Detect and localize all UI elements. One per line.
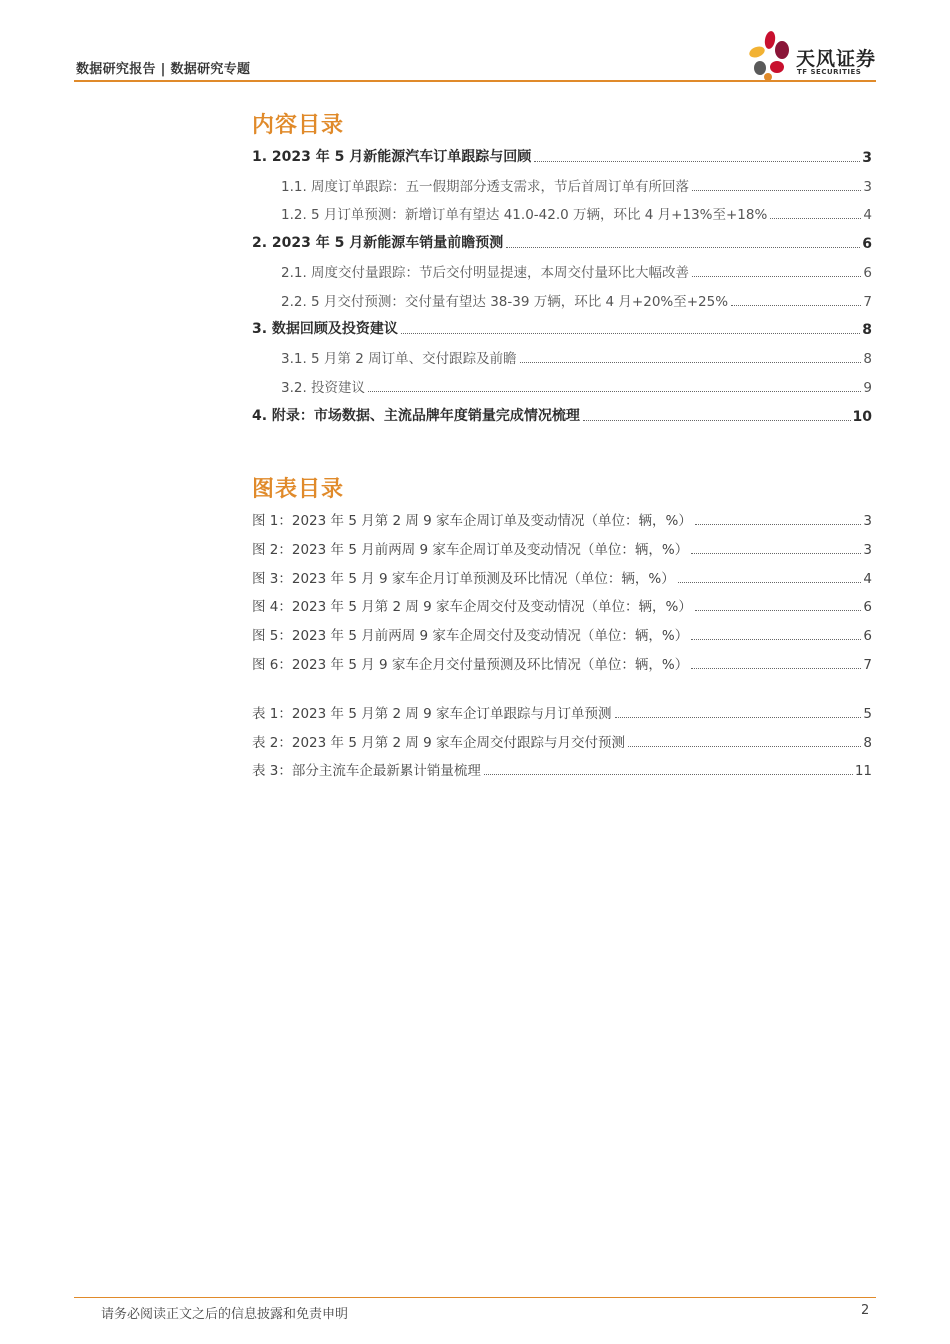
toc-leader <box>770 218 861 219</box>
table-page: 11 <box>854 763 872 779</box>
figure-entry-text: 图 2：2023 年 5 月前两周 9 家车企周订单及变动情况（单位：辆，%） <box>252 542 689 558</box>
table-entry-text: 表 2：2023 年 5 月第 2 周 9 家车企周交付跟踪与月交付预测 <box>252 735 626 751</box>
figure-page: 7 <box>863 657 872 673</box>
toc-leader <box>678 582 862 583</box>
toc-page: 8 <box>863 351 872 367</box>
toc-entry[interactable] <box>281 347 872 367</box>
table-entry-text: 表 1：2023 年 5 月第 2 周 9 家车企订单跟踪与月订单预测 <box>252 706 612 722</box>
figure-entry[interactable] <box>252 653 872 673</box>
toc-leader <box>691 639 861 640</box>
toc-entry-text: 1.1. 周度订单跟踪：五一假期部分透支需求，节后首周订单有所回落 <box>281 179 690 195</box>
toc-leader <box>534 161 860 162</box>
figure-page: 6 <box>863 599 872 615</box>
table-entry[interactable] <box>252 731 872 751</box>
figure-entry-text: 图 5：2023 年 5 月前两周 9 家车企周交付及变动情况（单位：辆，%） <box>252 628 689 644</box>
footer-divider <box>74 1297 876 1298</box>
toc-entry[interactable] <box>252 405 872 425</box>
figure-page: 3 <box>863 513 872 529</box>
toc-leader <box>484 774 853 775</box>
toc-entry[interactable] <box>252 318 872 338</box>
table-page: 8 <box>863 735 872 751</box>
toc-leader <box>695 524 862 525</box>
toc-leader <box>506 247 860 248</box>
table-page: 5 <box>863 706 872 722</box>
toc-page: 9 <box>863 380 872 396</box>
toc-entry-text: 4. 附录：市场数据、主流品牌年度销量完成情况梳理 <box>252 408 580 424</box>
figure-entry-text: 图 1：2023 年 5 月第 2 周 9 家车企周订单及变动情况（单位：辆，%） <box>252 513 692 529</box>
toc-entry-text: 2.2. 5 月交付预测：交付量有望达 38-39 万辆，环比 4 月+20%至+25% <box>281 294 729 310</box>
toc-entry[interactable] <box>281 175 872 195</box>
toc-page: 3 <box>862 150 872 166</box>
toc-leader <box>692 190 861 191</box>
figure-entry[interactable] <box>252 538 872 558</box>
toc-entry-text: 2. 2023 年 5 月新能源车销量前瞻预测 <box>252 235 504 251</box>
logo-subtitle: TF SECURITIES <box>797 68 862 76</box>
figure-entry-text: 图 6：2023 年 5 月 9 家车企月交付量预测及环比情况（单位：辆，%） <box>252 657 689 673</box>
toc-entry[interactable] <box>281 261 872 281</box>
toc-entry[interactable] <box>281 376 872 396</box>
footer-disclaimer: 请务必阅读正文之后的信息披露和免责申明 <box>101 1307 349 1322</box>
figure-entry[interactable] <box>252 567 872 587</box>
toc-leader <box>401 333 860 334</box>
figure-entry[interactable] <box>252 624 872 644</box>
page-number: 2 <box>861 1303 870 1318</box>
toc-leader <box>368 391 861 392</box>
toc-page: 7 <box>863 294 872 310</box>
logo-flower-icon <box>748 30 794 82</box>
table-entry-text: 表 3：部分主流车企最新累计销量梳理 <box>252 763 481 779</box>
toc-page: 4 <box>863 207 872 223</box>
toc-title: 内容目录 <box>252 113 345 138</box>
toc-entry[interactable] <box>252 232 872 252</box>
toc-leader <box>583 420 851 421</box>
toc-page: 6 <box>863 265 872 281</box>
toc-entry[interactable] <box>281 290 872 310</box>
figure-entry-text: 图 4：2023 年 5 月第 2 周 9 家车企周交付及变动情况（单位：辆，%） <box>252 599 692 615</box>
table-entry[interactable] <box>252 759 872 779</box>
toc-leader <box>731 305 861 306</box>
toc-page: 6 <box>862 236 872 252</box>
header-title: 数据研究报告 | 数据研究专题 <box>76 62 251 77</box>
toc-entry[interactable] <box>281 203 872 223</box>
toc-page: 3 <box>863 179 872 195</box>
toc-page: 8 <box>862 322 872 338</box>
toc-leader <box>628 746 861 747</box>
figure-entry-text: 图 3：2023 年 5 月 9 家车企月订单预测及环比情况（单位：辆，%） <box>252 571 675 587</box>
toc-leader <box>691 553 861 554</box>
table-entry[interactable] <box>252 702 872 722</box>
toc-leader <box>692 276 861 277</box>
figure-page: 4 <box>863 571 872 587</box>
figure-entry[interactable] <box>252 595 872 615</box>
toc-entry[interactable] <box>252 146 872 166</box>
figure-page: 3 <box>863 542 872 558</box>
toc-leader <box>520 362 862 363</box>
toc-entry-text: 3.1. 5 月第 2 周订单、交付跟踪及前瞻 <box>281 351 517 367</box>
toc-entry-text: 3.2. 投资建议 <box>281 380 366 396</box>
figures-title: 图表目录 <box>252 477 345 502</box>
toc-leader <box>691 668 861 669</box>
toc-entry-text: 1.2. 5 月订单预测：新增订单有望达 41.0-42.0 万辆，环比 4 月+13%至+18% <box>281 207 768 223</box>
figure-page: 6 <box>863 628 872 644</box>
toc-page: 10 <box>852 409 872 425</box>
company-logo <box>748 30 878 80</box>
logo-name: 天风证券 <box>796 48 877 70</box>
toc-entry-text: 3. 数据回顾及投资建议 <box>252 321 398 337</box>
toc-entry-text: 1. 2023 年 5 月新能源汽车订单跟踪与回顾 <box>252 149 532 165</box>
toc-leader <box>615 717 862 718</box>
toc-leader <box>695 610 862 611</box>
figure-entry[interactable] <box>252 509 872 529</box>
toc-entry-text: 2.1. 周度交付量跟踪：节后交付明显提速，本周交付量环比大幅改善 <box>281 265 690 281</box>
